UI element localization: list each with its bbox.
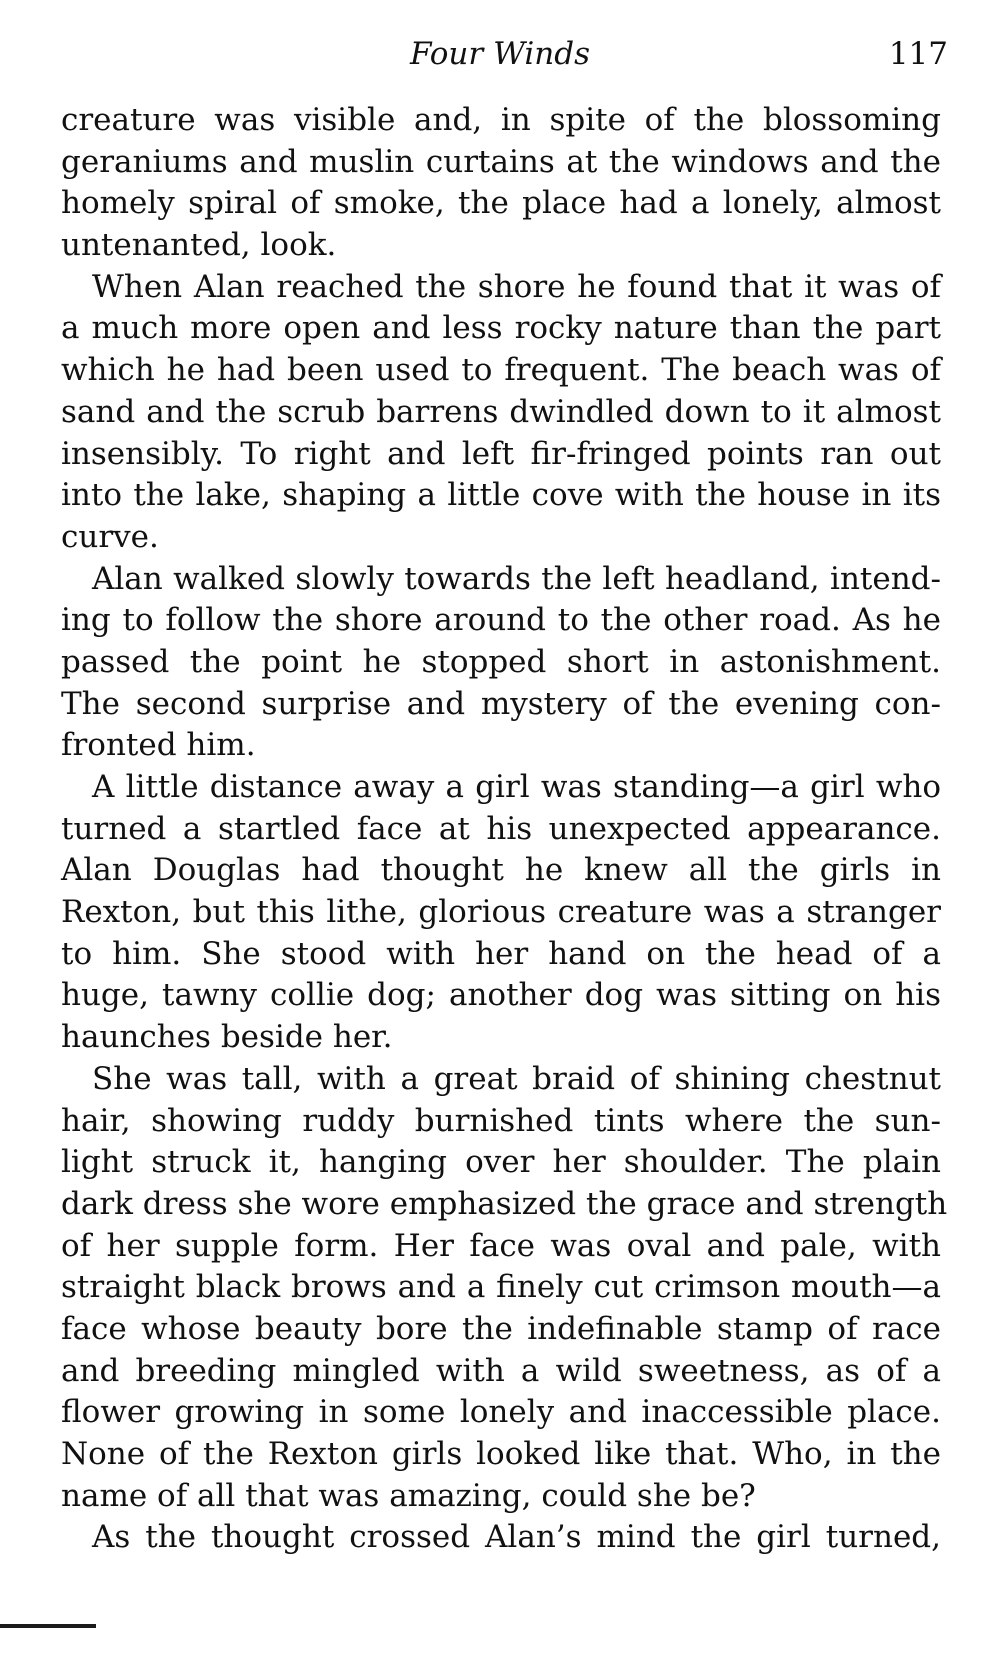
page-number: 117 (888, 36, 948, 72)
text-line: turned a startled face at his unexpected appearance. (61, 810, 941, 847)
text-line: into the lake, shaping a little cove with the house in its (61, 477, 941, 514)
text-line: homely spiral of smoke, the place had a lonely, almost (61, 185, 941, 222)
text-line: curve. (61, 518, 159, 555)
text-line: sand and the scrub barrens dwindled down to it almost (61, 393, 941, 430)
text-line: and breeding mingled with a wild sweetness, as of a (61, 1352, 941, 1389)
text-line: ing to follow the shore around to the other road. As he (61, 602, 941, 639)
text-line: insensibly. To right and left fir-fringed points ran out (61, 435, 941, 472)
text-line: haunches beside her. (61, 1019, 393, 1056)
text-line: passed the point he stopped short in astonishment. (61, 643, 941, 680)
text-line: to him. She stood with her hand on the head of a (61, 935, 941, 972)
text-line: fronted him. (61, 727, 256, 764)
body-text (61, 100, 948, 1559)
text-line: When Alan reached the shore he found that it was of (92, 268, 941, 305)
text-line: She was tall, with a great braid of shining chestnut (92, 1060, 941, 1097)
text-line: creature was visible and, in spite of the blossoming (61, 102, 941, 138)
running-title: Four Winds (409, 36, 591, 72)
text-line: Rexton, but this lithe, glorious creature was a stranger (61, 894, 941, 931)
text-line: which he had been used to frequent. The beach was of (61, 352, 941, 389)
text-line: name of all that was amazing, could she be? (61, 1477, 756, 1514)
text-line: of her supple form. Her face was oval and pale, with (61, 1227, 941, 1264)
text-line: a much more open and less rocky nature than the part (61, 310, 941, 347)
text-line: straight black brows and a finely cut crimson mouth—a (61, 1269, 941, 1306)
text-line: Alan walked slowly towards the left headland, intend- (92, 560, 941, 597)
scan-edge-mark (0, 1624, 96, 1628)
text-line: light struck it, hanging over her shoulder. The plain (61, 1144, 941, 1181)
text-line: face whose beauty bore the indefinable stamp of race (61, 1310, 941, 1347)
text-line: None of the Rexton girls looked like that. Who, in the (61, 1436, 941, 1472)
text-line: hair, showing ruddy burnished tints where the sun- (61, 1102, 941, 1139)
text-line: As the thought crossed Alan’s mind the girl turned, (92, 1519, 941, 1556)
text-line: flower growing in some lonely and inaccessible place. (61, 1394, 941, 1431)
page-header (0, 34, 1000, 74)
text-line: huge, tawny collie dog; another dog was sitting on his (61, 977, 941, 1014)
text-line: A little distance away a girl was standing—a girl who (92, 769, 941, 805)
text-line: The second surprise and mystery of the evening con- (61, 685, 941, 722)
text-line: dark dress she wore emphasized the grace and strength (61, 1185, 948, 1222)
text-line: geraniums and muslin curtains at the windows and the (61, 143, 941, 180)
text-line: untenanted, look. (61, 227, 337, 264)
text-line: Alan Douglas had thought he knew all the girls in (61, 852, 941, 889)
